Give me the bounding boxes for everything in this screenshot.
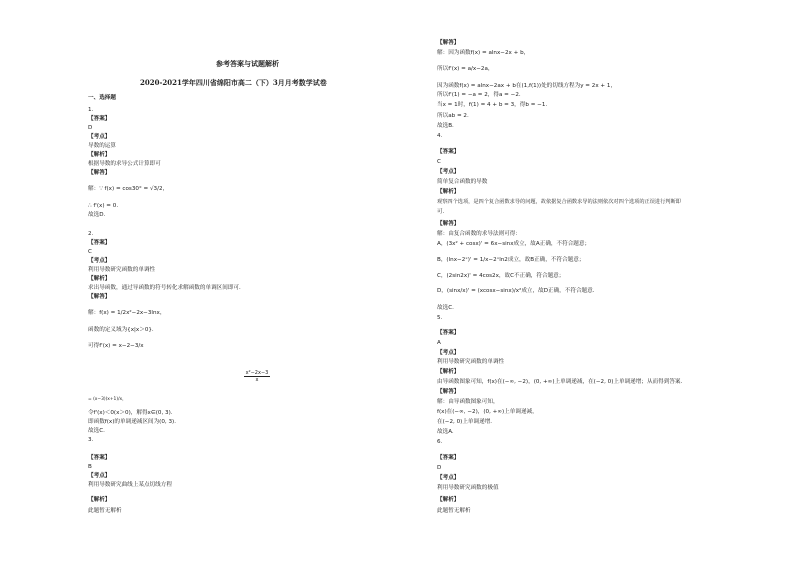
q5-solution-label: 【解答】 (437, 389, 460, 395)
q4-keypoint: 简单复合函数的导数 (437, 179, 488, 185)
q5-solution-line: 解：由导函数图象可知， (437, 399, 499, 405)
q4-answer-label: 【答案】 (437, 149, 460, 155)
q1-solution-line: 解：∵ f(x) = cos30° = √3/2， (88, 186, 169, 192)
q1-solution-line: ∴ f'(x) = 0. (88, 203, 119, 209)
q4-option-d: D，(sinx/x)' = (xcosx−sinx)/x²成立，故D正确，不符合题意． (437, 288, 599, 294)
q4-analysis-line: 观察四个选项，是四个复合函数求导的问题，故依据复合函数求导的法则依次对四个选项的正误进行判断即 (437, 199, 681, 205)
q1-answer-label: 【答案】 (88, 116, 111, 122)
q5-solution-line: 故选A. (437, 429, 454, 435)
q5-answer: A (437, 340, 441, 346)
q2-answer: C (88, 249, 92, 255)
q2-fraction (242, 370, 272, 383)
q2-fraction-denominator: x (255, 377, 259, 383)
q5-answer-label: 【答案】 (437, 330, 460, 336)
q2-answer-label: 【答案】 (88, 240, 111, 246)
exam-title: 2020-2021学年四川省绵阳市高二（下）3月月考数学试卷 (140, 78, 327, 87)
q3-analysis-label: 【解析】 (88, 497, 111, 503)
q6-number: 6. (437, 439, 443, 445)
q4-analysis-label: 【解析】 (437, 189, 460, 195)
q4-solution-label: 【解答】 (437, 221, 460, 227)
q4-answer: C (437, 159, 441, 165)
q4-number: 4. (437, 133, 443, 139)
q6-analysis: 此题暂无解析 (437, 508, 471, 514)
q1-analysis: 根据导数的求导公式计算即可 (88, 161, 161, 167)
q5-analysis: 由导函数图象可知，f(x)在(−∞, −2)，(0, +∞)上单调递减，在(−2, 0)上单调递增；从而得到答案． (437, 379, 687, 385)
q2-solution-line: 可得f'(x) = x−2−3/x (88, 343, 144, 349)
q4-option-c: C，(2sin2x)' = 4cos2x，故C不正确，符合题意； (437, 273, 565, 279)
q4-solution-line: 解：由复合函数的求导法则可得： (437, 231, 521, 237)
q4-keypoint-label: 【考点】 (437, 169, 460, 175)
q2-fraction-numerator: x²−2x−3 (245, 370, 269, 376)
q3-solution-line: 故选B. (437, 123, 454, 129)
q2-keypoint: 利用导数研究函数的单调性 (88, 267, 156, 273)
q2-solution-line: 解：f(x) = 1/2x²−2x−3lnx， (88, 310, 166, 316)
section-heading: 一、选择题 (88, 95, 116, 101)
q3-solution-line: 当x = 1时，f(1) = 4 + b = 3，得b = −1. (437, 102, 548, 108)
q2-solution-line: 即函数f(x)的单调递减区间为(0, 3). (88, 419, 176, 425)
q6-keypoint-label: 【考点】 (437, 475, 460, 481)
q1-number: 1. (88, 107, 94, 113)
q6-answer: D (437, 465, 442, 471)
q3-keypoint: 利用导数研究曲线上某点切线方程 (88, 482, 172, 488)
q1-keypoint: 导数的运算 (88, 143, 116, 149)
q6-answer-label: 【答案】 (437, 455, 460, 461)
q3-solution-line: 因为函数f(x) = alnx−2ax + b在(1,f(1))处的切线方程为y = 2x + 1， (437, 83, 617, 89)
q5-keypoint: 利用导数研究函数的单调性 (437, 359, 505, 365)
q3-number: 3. (88, 437, 94, 443)
q1-solution-label: 【解答】 (88, 170, 111, 176)
q5-number: 5. (437, 315, 443, 321)
q1-keypoint-label: 【考点】 (88, 134, 111, 140)
q2-keypoint-label: 【考点】 (88, 258, 111, 264)
q6-analysis-label: 【解析】 (437, 497, 460, 503)
q3-solution-label: 【解答】 (437, 40, 460, 46)
q3-solution-line: 所以ab = 2. (437, 113, 469, 119)
q5-analysis-label: 【解析】 (437, 369, 460, 375)
q5-solution-line: 在(−2, 0)上单调递增． (437, 419, 496, 425)
q2-number: 2. (88, 231, 94, 237)
q3-analysis: 此题暂无解析 (88, 508, 122, 514)
q2-solution-label: 【解答】 (88, 294, 111, 300)
q3-answer-label: 【答案】 (88, 455, 111, 461)
q4-analysis-line: 可. (437, 209, 445, 215)
q3-solution-line: 解：因为函数f(x) = alnx−2x + b， (437, 50, 530, 56)
q2-solution-line: = (x−3)(x+1)/x， (88, 397, 127, 402)
q3-keypoint-label: 【考点】 (88, 473, 111, 479)
q3-answer: B (88, 464, 92, 470)
q1-solution-line: 故选D. (88, 212, 106, 218)
q4-option-b: B，(lnx−2ˣ)' = 1/x−2ˣln2成立，故B正确，不符合题意； (437, 257, 585, 263)
q5-keypoint-label: 【考点】 (437, 350, 460, 356)
q2-analysis-label: 【解析】 (88, 276, 111, 282)
q3-solution-line: 所以f'(1) = −a = 2，得a = −2． (437, 92, 525, 98)
q6-keypoint: 利用导数研究函数的极值 (437, 485, 499, 491)
main-title: 参考答案与试题解析 (216, 59, 279, 68)
q2-analysis: 求出导函数，通过导函数的符号转化求解函数的单调区间即可． (88, 285, 245, 291)
q4-solution-line: 故选C. (437, 305, 454, 311)
q3-solution-line: 所以f'(x) = a/x−2a， (437, 66, 494, 72)
q2-solution-line: 故选C. (88, 428, 105, 434)
q4-option-a: A，(3x² + cosx)' = 6x−sinx成立，故A正确，不符合题意； (437, 241, 591, 247)
q2-solution-line: 令f'(x)＜0(x＞0)，解得x∈(0, 3). (88, 410, 173, 416)
q2-solution-line: 函数的定义域为{x|x＞0}. (88, 327, 154, 333)
q1-analysis-label: 【解析】 (88, 152, 111, 158)
q5-solution-line: f(x)在(−∞, −2)，(0, +∞)上单调递减， (437, 409, 538, 415)
q1-answer: D (88, 125, 93, 131)
